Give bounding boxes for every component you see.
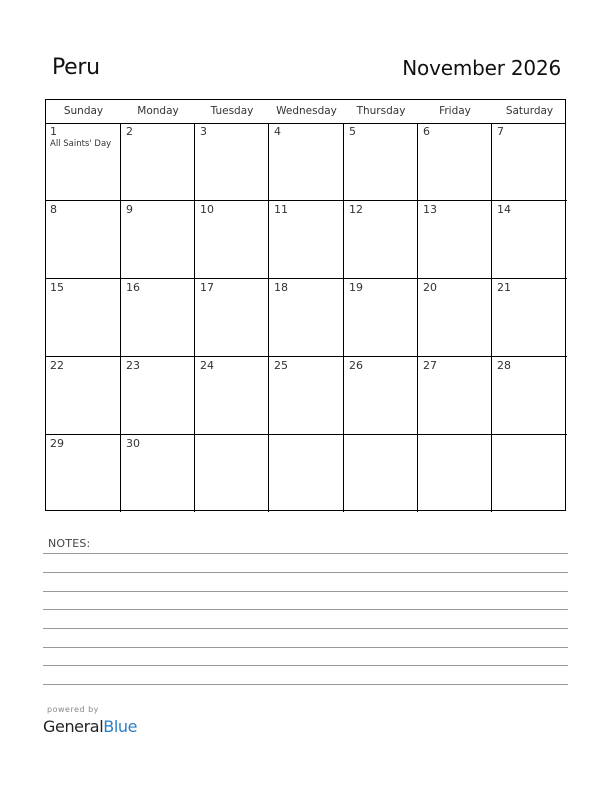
day-cell xyxy=(417,123,492,201)
day-cell xyxy=(194,200,269,279)
day-cell xyxy=(417,434,492,512)
notes-line xyxy=(43,647,568,648)
day-number: 1 xyxy=(50,125,57,138)
day-cell xyxy=(194,434,269,512)
day-number: 14 xyxy=(497,203,511,216)
day-number: 15 xyxy=(50,281,64,294)
day-number: 20 xyxy=(423,281,437,294)
weekday-tuesday: Tuesday xyxy=(210,105,254,117)
weekday-wednesday: Wednesday xyxy=(276,105,337,117)
day-number: 10 xyxy=(200,203,214,216)
day-cell xyxy=(120,278,195,357)
day-number: 26 xyxy=(349,359,363,372)
day-number: 4 xyxy=(274,125,281,138)
weekday-friday: Friday xyxy=(439,105,471,117)
day-cell xyxy=(268,123,344,201)
day-cell xyxy=(491,434,567,512)
day-cell xyxy=(268,200,344,279)
day-cell xyxy=(343,434,418,512)
notes-line xyxy=(43,665,568,666)
day-cell xyxy=(343,356,418,435)
day-number: 27 xyxy=(423,359,437,372)
brand-blue: Blue xyxy=(103,717,138,736)
calendar-grid xyxy=(45,99,566,511)
notes-line xyxy=(43,684,568,685)
notes-line xyxy=(43,553,568,554)
day-cell xyxy=(45,200,121,279)
day-cell xyxy=(194,278,269,357)
notes-label: NOTES: xyxy=(48,537,91,550)
day-number: 24 xyxy=(200,359,214,372)
day-cell xyxy=(268,356,344,435)
day-cell xyxy=(268,434,344,512)
day-cell xyxy=(120,123,195,201)
day-number: 7 xyxy=(497,125,504,138)
day-cell xyxy=(343,123,418,201)
day-cell xyxy=(45,434,121,512)
day-number: 19 xyxy=(349,281,363,294)
day-number: 29 xyxy=(50,437,64,450)
day-number: 18 xyxy=(274,281,288,294)
day-cell xyxy=(491,356,567,435)
day-number: 16 xyxy=(126,281,140,294)
notes-line xyxy=(43,572,568,573)
day-cell xyxy=(417,278,492,357)
month-year-title: November 2026 xyxy=(402,56,561,80)
day-number: 21 xyxy=(497,281,511,294)
day-number: 13 xyxy=(423,203,437,216)
day-number: 25 xyxy=(274,359,288,372)
country-title: Peru xyxy=(52,55,100,80)
day-cell xyxy=(417,200,492,279)
notes-line xyxy=(43,591,568,592)
day-number: 11 xyxy=(274,203,288,216)
holiday-label: All Saints' Day xyxy=(50,139,112,149)
weekday-saturday: Saturday xyxy=(505,105,554,117)
day-number: 3 xyxy=(200,125,207,138)
day-cell xyxy=(491,200,567,279)
weekday-thursday: Thursday xyxy=(356,105,406,117)
day-cell xyxy=(194,123,269,201)
notes-line xyxy=(43,609,568,610)
day-number: 5 xyxy=(349,125,356,138)
day-cell xyxy=(491,123,567,201)
day-cell xyxy=(491,278,567,357)
day-number: 30 xyxy=(126,437,140,450)
day-number: 23 xyxy=(126,359,140,372)
day-cell xyxy=(45,356,121,435)
day-number: 9 xyxy=(126,203,133,216)
day-number: 12 xyxy=(349,203,363,216)
weekday-monday: Monday xyxy=(137,105,179,117)
day-number: 28 xyxy=(497,359,511,372)
day-number: 2 xyxy=(126,125,133,138)
day-number: 6 xyxy=(423,125,430,138)
day-cell xyxy=(194,356,269,435)
day-number: 17 xyxy=(200,281,214,294)
day-cell xyxy=(268,278,344,357)
day-number: 22 xyxy=(50,359,64,372)
day-cell xyxy=(343,278,418,357)
day-cell xyxy=(120,200,195,279)
day-cell xyxy=(343,200,418,279)
brand-general: General xyxy=(43,717,104,736)
day-cell xyxy=(45,278,121,357)
powered-by-text: powered by xyxy=(47,705,99,714)
day-cell xyxy=(417,356,492,435)
day-number: 8 xyxy=(50,203,57,216)
generalblue-logo xyxy=(43,717,137,736)
day-cell xyxy=(120,356,195,435)
weekday-header-row xyxy=(46,100,565,124)
notes-line xyxy=(43,628,568,629)
day-cell xyxy=(120,434,195,512)
day-cell xyxy=(45,123,121,201)
weekday-sunday: Sunday xyxy=(63,105,104,117)
